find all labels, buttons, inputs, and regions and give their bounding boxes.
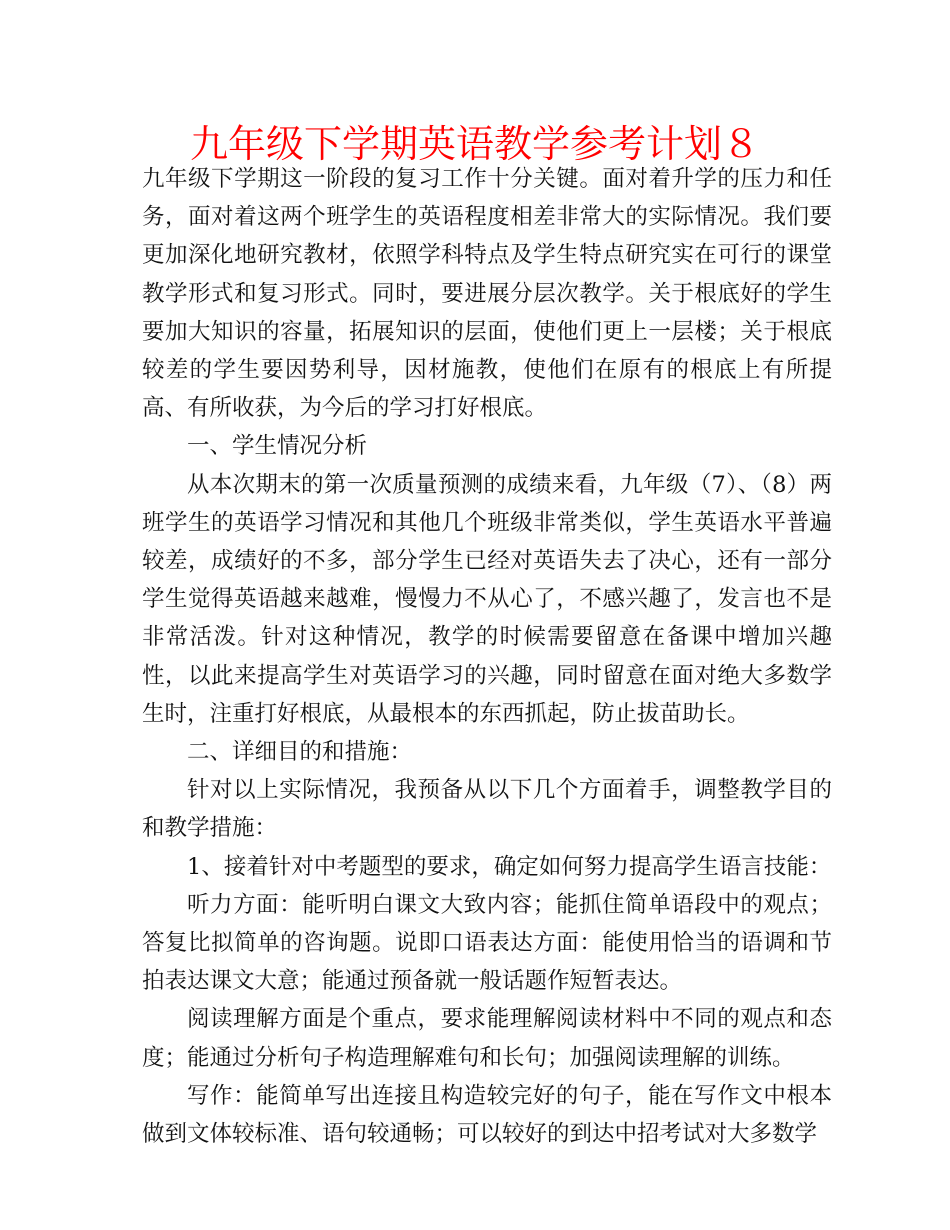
heading-goals-measures: 二、详细目的和措施： <box>187 739 413 766</box>
document-body <box>142 160 832 1153</box>
paragraph-reading: 阅读理解方面是个重点，要求能理解阅读材料中不同的观点和态度；能通过分析句子构造理解难句和长句；加强阅读理解的训练。 <box>142 1006 832 1071</box>
document-title: 九年级下学期英语教学参考计划８ <box>189 122 760 166</box>
paragraph-goals-intro: 针对以上实际情况，我预备从以下几个方面着手，调整教学目的和教学措施： <box>142 777 832 842</box>
paragraph-writing: 写作：能简单写出连接且构造较完好的句子，能在写作文中根本做到文体较标准、语句较通畅；可以较好的到达中招考试对大多数学 <box>142 1082 832 1148</box>
heading-student-analysis: 一、学生情况分析 <box>187 433 368 460</box>
paragraph-intro: 九年级下学期这一阶段的复习工作十分关键。面对着升学的压力和任务，面对着这两个班学生的英语程度相差非常大的实际情况。我们要更加深化地研究教材，依照学科特点及学生特点研究实在可行的课堂教学形式和复习形式。同时，要进展分层次教学。关于根底好的学生要加大知识的容量，拓展知识的层面，使他们更上一层楼；关于根底较差的学生要因势利导，因材施教，使他们在原有的根底上有所提高、有所收获，为今后的学习打好根底。 <box>142 166 832 422</box>
paragraph-listening-speaking: 听力方面：能听明白课文大致内容；能抓住简单语段中的观点；答复比拟简单的咨询题。说即口语表达方面：能使用恰当的语调和节拍表达课文大意；能通过预备就一般话题作短暂表达。 <box>142 891 832 995</box>
paragraph-item-1: 1、接着针对中考题型的要求，确定如何努力提高学生语言技能： <box>187 853 832 880</box>
paragraph-student-analysis: 从本次期末的第一次质量预测的成绩来看，九年级（7）、（8）两班学生的英语学习情况和其他几个班级非常类似，学生英语水平普遍较差，成绩好的不多，部分学生已经对英语失去了决心，还有一部分学生觉得英语越来越难，慢慢力不从心了，不感兴趣了，发言也不是非常活泼。针对这种情况，教学的时候需要留意在备课中增加兴趣性，以此来提高学生对英语学习的兴趣，同时留意在面对绝大多数学生时，注重打好根底，从最根本的东西抓起，防止拔苗助长。 <box>142 471 832 727</box>
